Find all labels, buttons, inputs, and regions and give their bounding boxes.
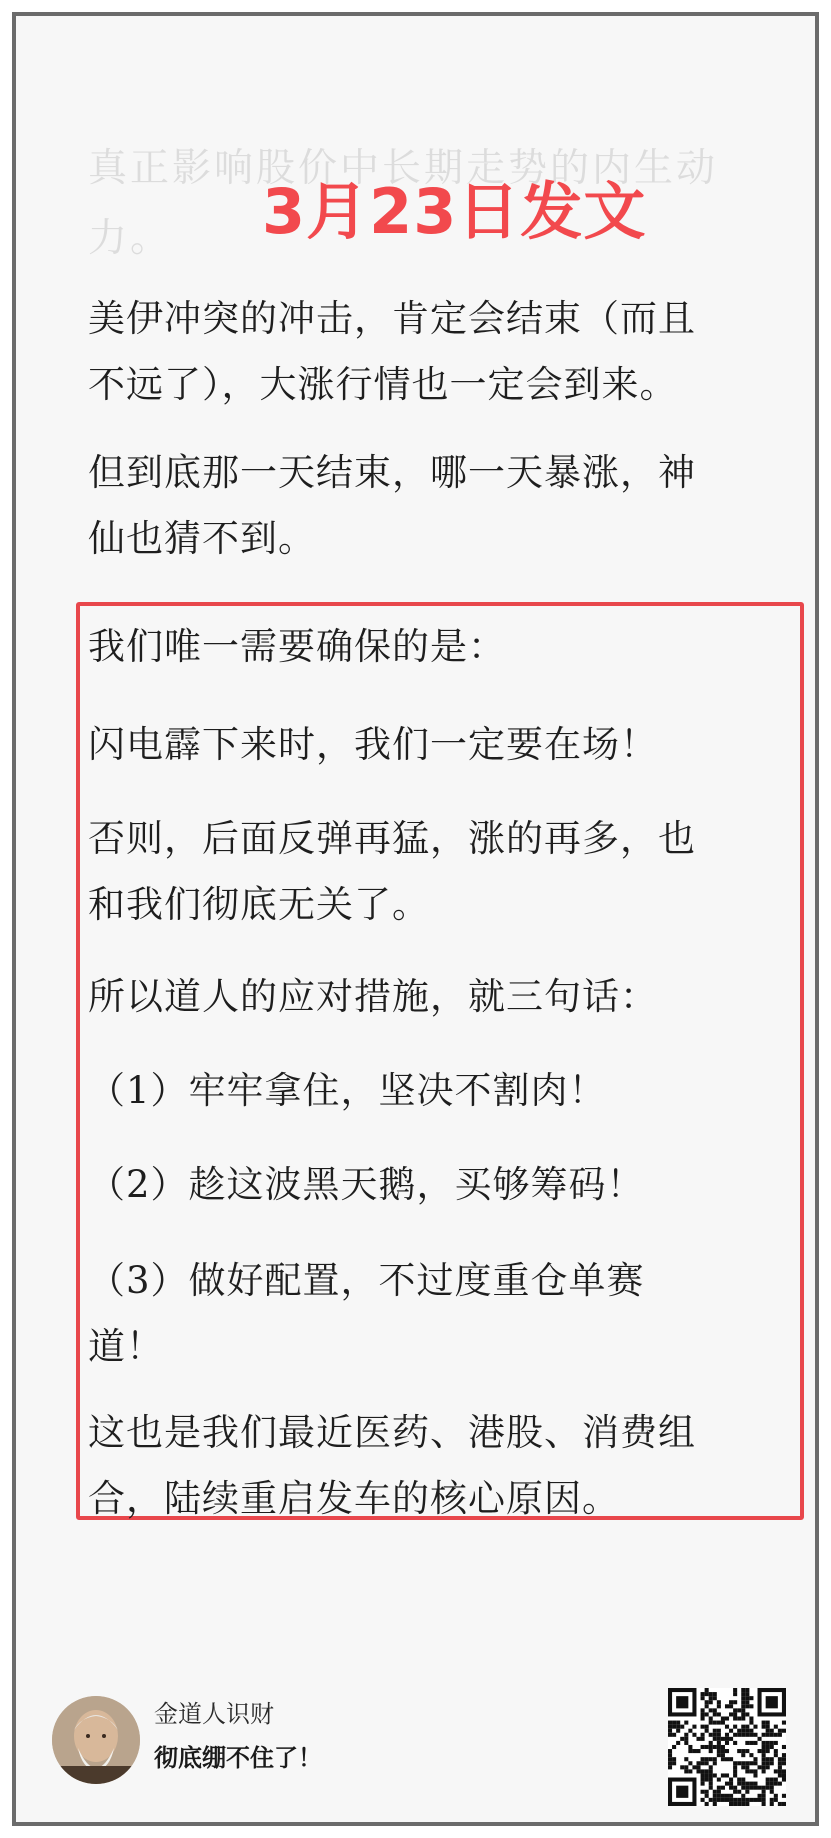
paragraph-line: 道！ bbox=[88, 1325, 164, 1368]
boxed-line-2 bbox=[88, 712, 780, 778]
boxed-line-4 bbox=[88, 964, 780, 1030]
paragraph-line: 和我们彻底无关了。 bbox=[88, 883, 430, 926]
paragraph-uncertainty bbox=[88, 440, 780, 572]
boxed-line-8 bbox=[88, 1400, 780, 1532]
paragraph-line: 所以道人的应对措施，就三句话： bbox=[88, 975, 658, 1018]
paragraph-line: 仙也猜不到。 bbox=[88, 517, 316, 560]
boxed-line-5 bbox=[88, 1058, 780, 1124]
author-name[interactable]: 金道人识财 bbox=[154, 1700, 274, 1728]
paragraph-line: 我们唯一需要确保的是： bbox=[88, 625, 506, 668]
avatar-photo-icon[interactable] bbox=[52, 1696, 140, 1784]
paragraph-line: 但到底那一天结束，哪一天暴涨，神 bbox=[88, 451, 696, 494]
paragraph-line: 美伊冲突的冲击，肯定会结束（而且 bbox=[88, 297, 696, 340]
qr-code-graphic bbox=[668, 1688, 786, 1806]
date-stamp: 3月23日发文 bbox=[262, 175, 647, 248]
boxed-line-1 bbox=[88, 614, 780, 680]
paragraph-line: （1）牢牢拿住，坚决不割肉！ bbox=[88, 1069, 607, 1112]
paragraph-line: 合，陆续重启发车的核心原因。 bbox=[88, 1477, 620, 1520]
screenshot-frame bbox=[12, 12, 819, 1826]
qr-code-icon bbox=[668, 1688, 786, 1806]
paragraph-line: 闪电霹下来时，我们一定要在场！ bbox=[88, 723, 658, 766]
paragraph-conflict bbox=[88, 286, 780, 418]
paragraph-line: 这也是我们最近医药、港股、消费组 bbox=[88, 1411, 696, 1454]
footer-bar bbox=[16, 1680, 815, 1820]
paragraph-line: （2）趁这波黑天鹅，买够筹码！ bbox=[88, 1163, 645, 1206]
boxed-line-3 bbox=[88, 806, 780, 938]
paragraph-line: 否则，后面反弹再猛，涨的再多，也 bbox=[88, 817, 696, 860]
avatar-graphic bbox=[52, 1696, 140, 1784]
boxed-line-6 bbox=[88, 1152, 780, 1218]
footer-tagline: 彻底绷不住了！ bbox=[154, 1744, 322, 1772]
article-body bbox=[16, 16, 815, 1822]
faded-line: 真正影响股价中长期走势的内生动 bbox=[88, 146, 719, 191]
boxed-line-7 bbox=[88, 1248, 780, 1380]
paragraph-line: 不远了），大涨行情也一定会到来。 bbox=[88, 363, 678, 406]
faded-line: 力。 bbox=[88, 216, 173, 261]
paragraph-line: （3）做好配置，不过度重仓单赛 bbox=[88, 1259, 645, 1302]
